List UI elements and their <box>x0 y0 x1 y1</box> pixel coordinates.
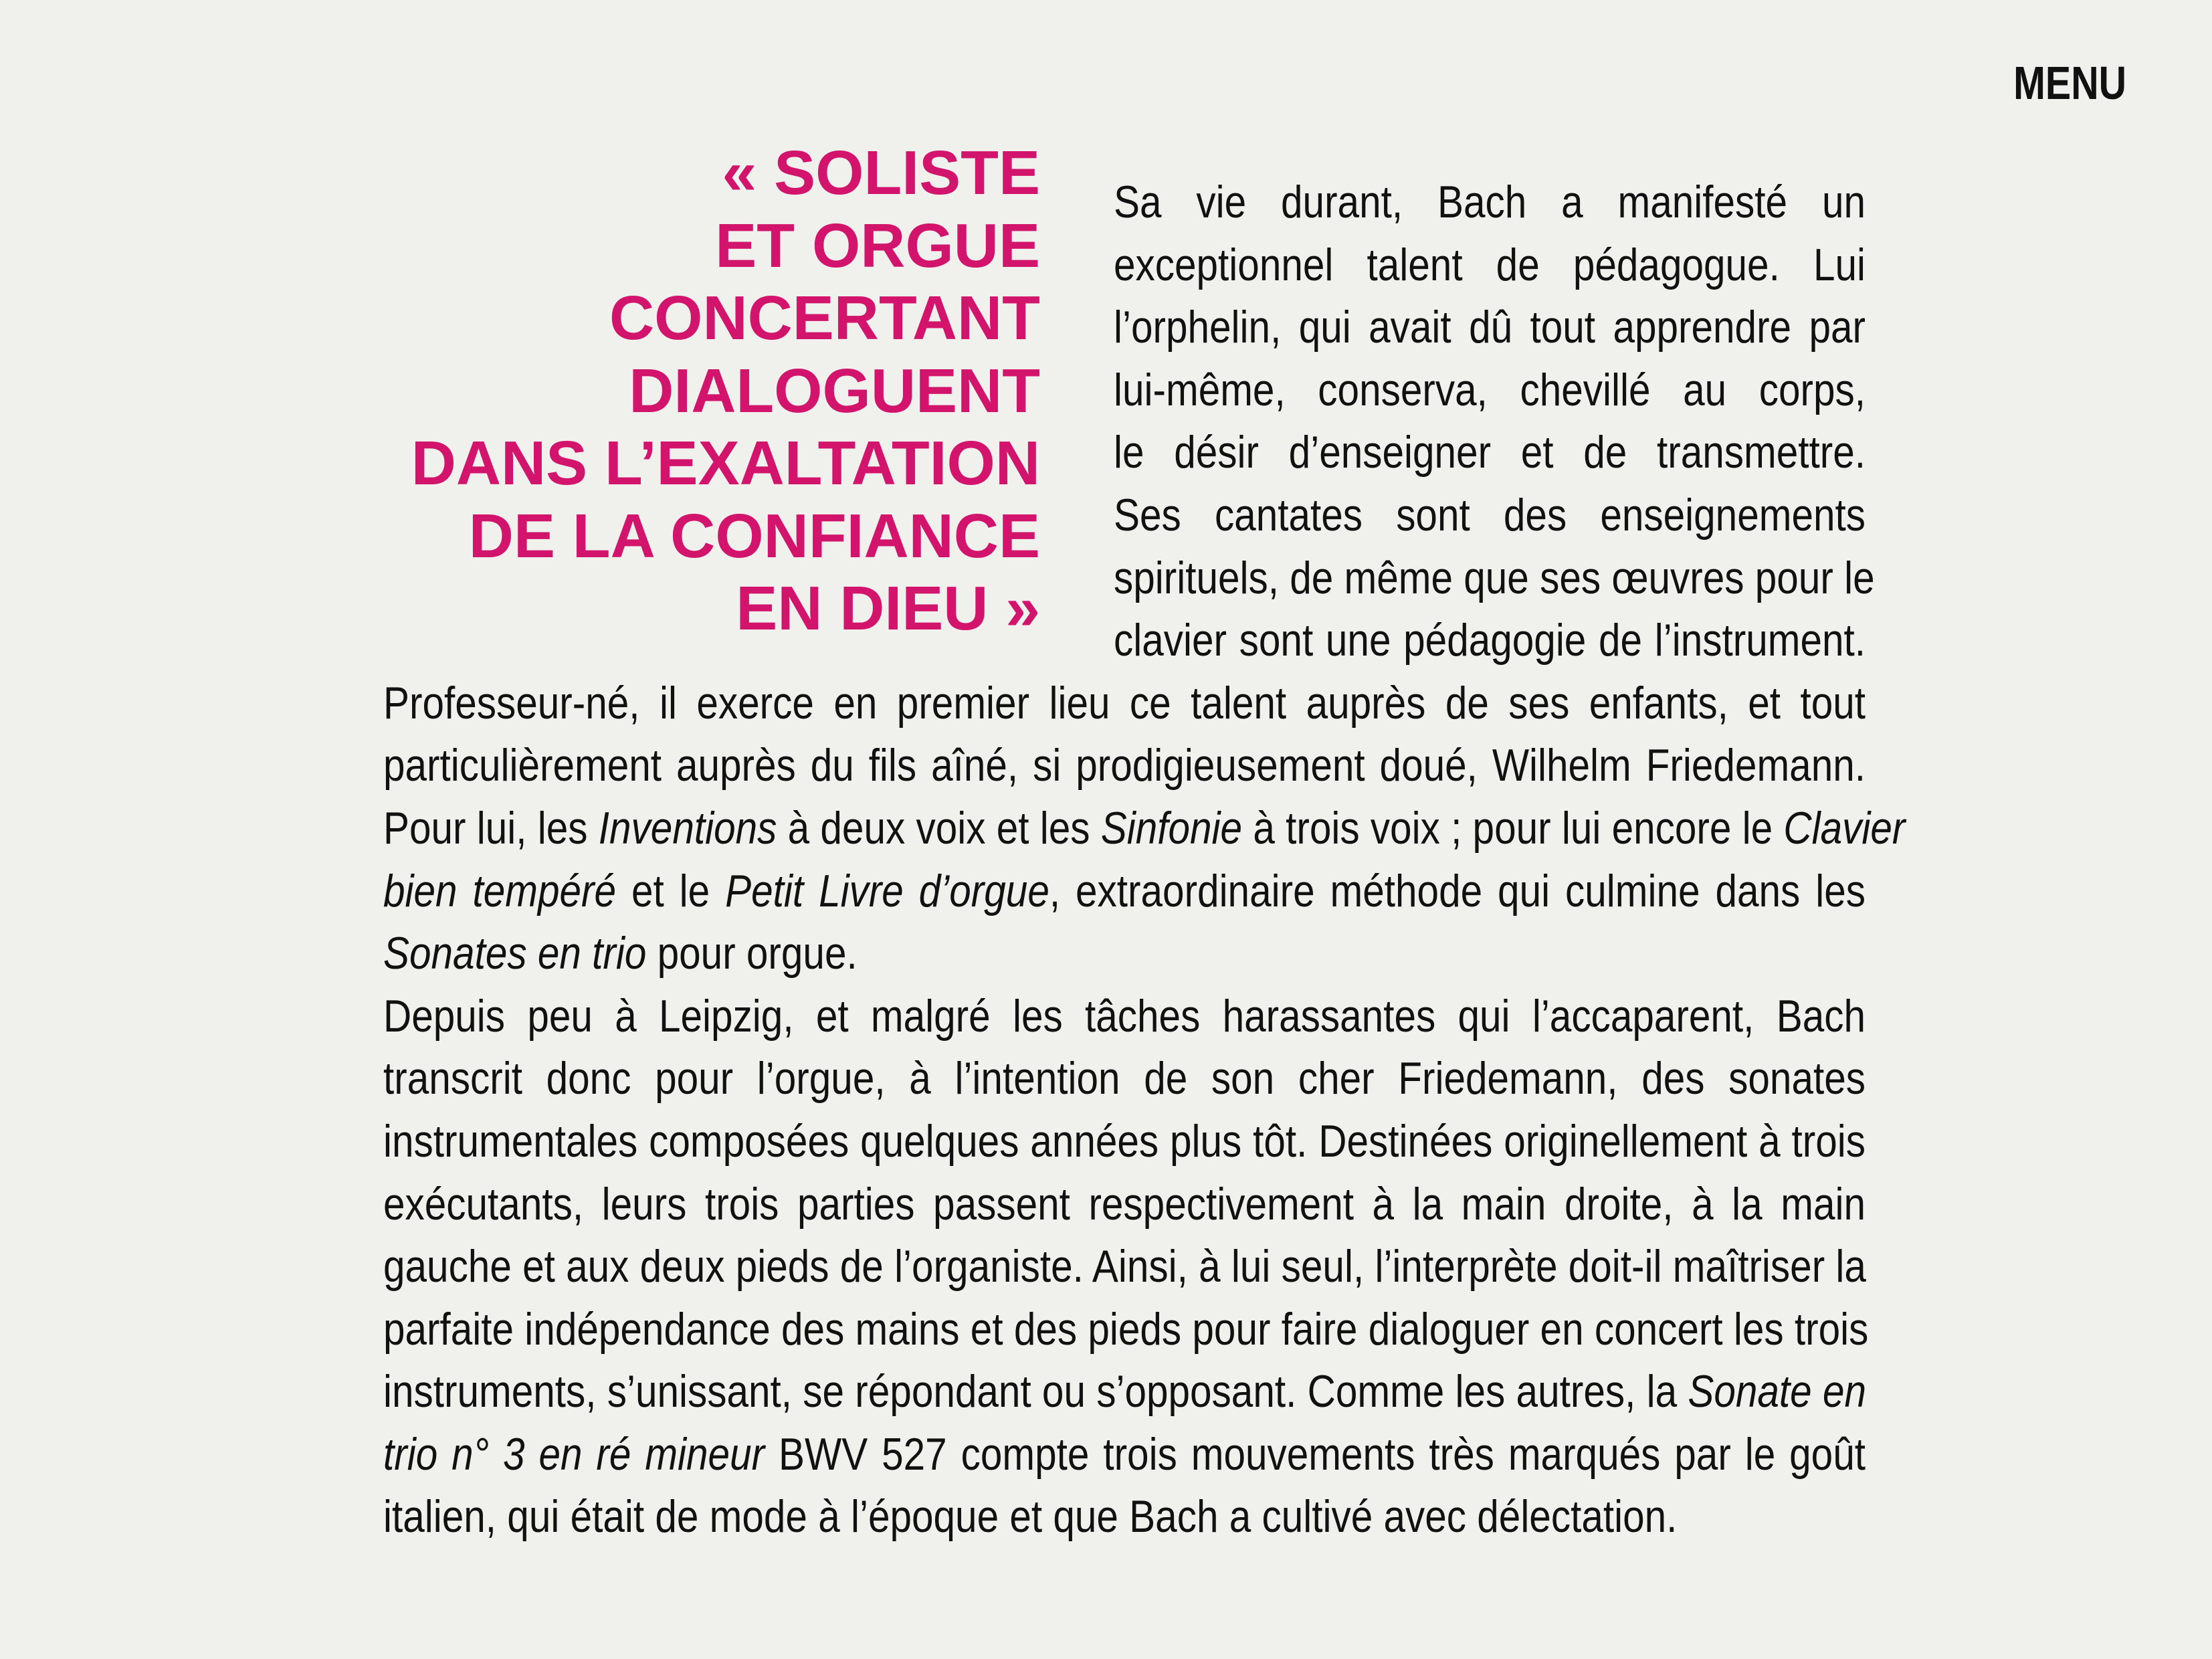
text-line: lui-même, conserva, chevillé au corps, <box>1114 364 1866 415</box>
pull-quote-line: EN DIEU » <box>736 573 1040 643</box>
text-line: l’orphelin, qui avait dû tout apprendre par <box>1114 302 1866 353</box>
text-line: le désir d’enseigner et de transmettre. <box>1114 427 1866 478</box>
text-run: Pour lui, les <box>383 802 599 854</box>
text-run: à deux voix et les <box>777 802 1101 854</box>
text-run: à trois voix ; pour lui encore le <box>1242 802 1784 854</box>
text-line: gauche et aux deux pieds de l’organiste. Ainsi, à lui seul, l’interprète doit-il maîtriser la <box>383 1241 1866 1292</box>
text-line <box>383 1424 1866 1486</box>
text-line: clavier sont une pédagogie de l’instrument. <box>1114 615 1866 666</box>
pull-quote-line: DIALOGUENT <box>629 355 1040 425</box>
text-line: Professeur-né, il exerce en premier lieu ce talent auprès de ses enfants, et tout <box>383 677 1866 728</box>
article-body <box>383 171 1906 1549</box>
text-line: spirituels, de même que ses œuvres pour le <box>1114 552 1875 603</box>
work-title: Petit Livre d’orgue <box>725 865 1049 916</box>
text-line <box>383 797 1906 860</box>
pull-quote-line: CONCERTANT <box>609 283 1040 353</box>
text-run: et le <box>616 865 726 916</box>
text-line: Depuis peu à Leipzig, et malgré les tâches harassantes qui l’accaparent, Bach <box>383 990 1866 1042</box>
work-title: trio n° 3 en ré mineur <box>383 1428 765 1480</box>
work-title: Sinfonie <box>1100 802 1243 854</box>
text-run: , extraordinaire méthode qui culmine dans les <box>1049 865 1866 916</box>
pull-quote-line: « SOLISTE <box>722 138 1040 207</box>
text-line: instrumentales composées quelques années plus tôt. Destinées originellement à trois <box>383 1115 1866 1167</box>
pull-quote-line: DE LA CONFIANCE <box>468 500 1040 571</box>
text-line: exceptionnel talent de pédagogue. Lui <box>1114 239 1866 290</box>
text-line <box>383 922 1866 985</box>
work-title: Inventions <box>598 802 777 854</box>
text-run: BWV 527 compte trois mouvements très marqués par le goût <box>765 1428 1866 1480</box>
text-line <box>383 1361 1866 1424</box>
text-line: particulièrement auprès du fils aîné, si prodigieusement doué, Wilhelm Friedemann. <box>383 740 1866 791</box>
text-line: transcrit donc pour l’orgue, à l’intention de son cher Friedemann, des sonates <box>383 1053 1866 1104</box>
menu-button[interactable]: MENU <box>2013 57 2126 109</box>
text-line: Sa vie durant, Bach a manifesté un <box>1114 177 1866 227</box>
text-run: pour orgue. <box>646 928 858 979</box>
intro-paragraph <box>383 171 1906 985</box>
text-line: italien, qui était de mode à l’époque et que Bach a cultivé avec délectation. <box>383 1491 1678 1543</box>
work-title: Sonate en <box>1688 1366 1866 1418</box>
pull-quote-line: ET ORGUE <box>715 210 1040 280</box>
text-line: parfaite indépendance des mains et des pieds pour faire dialoguer en concert les trois <box>383 1303 1869 1355</box>
text-line <box>383 860 1866 923</box>
text-line: Ses cantates sont des enseignements <box>1114 489 1866 541</box>
pull-quote-line: DANS L’EXALTATION <box>411 428 1040 498</box>
work-title: Clavier <box>1783 802 1906 854</box>
second-paragraph <box>383 985 1869 1549</box>
text-line: exécutants, leurs trois parties passent respectivement à la main droite, à la main <box>383 1178 1866 1230</box>
work-title: bien tempéré <box>383 865 617 916</box>
text-run: instruments, s’unissant, se répondant ou s’opposant. Comme les autres, la <box>383 1366 1688 1418</box>
work-title: Sonates en trio <box>383 928 647 979</box>
